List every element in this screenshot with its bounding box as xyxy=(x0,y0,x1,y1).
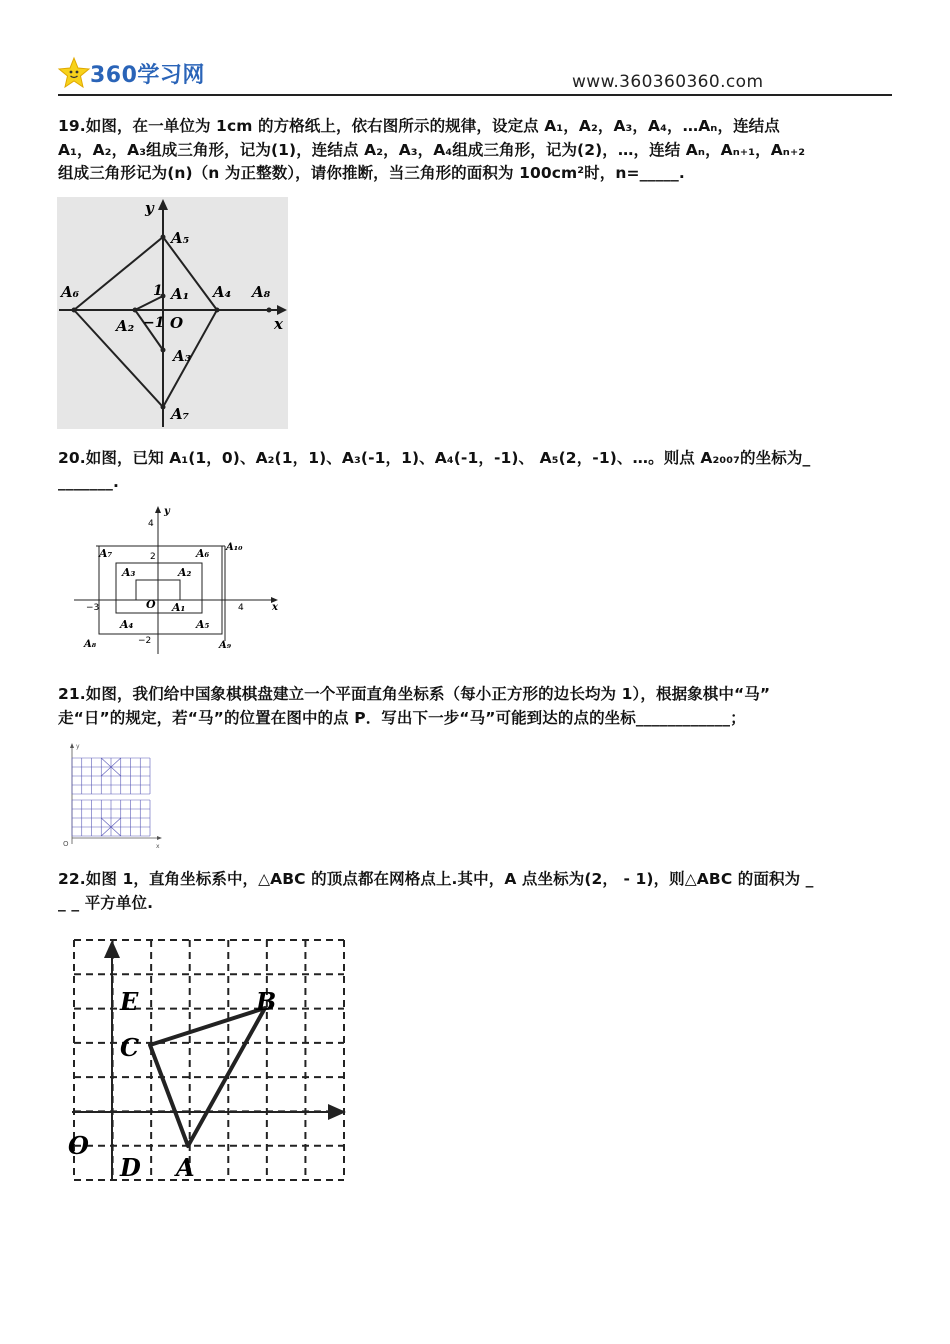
header-divider xyxy=(58,94,892,96)
star-icon xyxy=(57,56,91,90)
point-a4-label: A₄ xyxy=(120,618,134,631)
tick-yneg2-label: −2 xyxy=(138,636,152,646)
logo-text: 360学习网 xyxy=(90,63,205,88)
point-e-label: E xyxy=(120,987,139,1016)
point-d-label: D xyxy=(120,1153,141,1182)
point-b-label: B xyxy=(256,987,277,1016)
point-a-label: A xyxy=(176,1153,195,1182)
point-a4-label: A₄ xyxy=(213,283,232,301)
question-19-line-1: 19.如图，在一单位为 1cm 的方格纸上，依右图所示的规律，设定点 A₁，A₂，A₃，A₄，…Aₙ，连结点 xyxy=(58,117,780,135)
tick-x4-label: 4 xyxy=(238,603,244,613)
question-19-line-2: A₁，A₂，A₃组成三角形，记为(1)，连结点 A₂，A₃，A₄组成三角形，记为(2)，…，连结 Aₙ，Aₙ₊₁，Aₙ₊₂ xyxy=(58,140,806,159)
point-a5-label: A₅ xyxy=(196,618,210,631)
x-axis-label: x xyxy=(156,843,160,850)
site-url[interactable]: www.360360360.com xyxy=(572,72,764,92)
question-22-figure xyxy=(60,930,350,1186)
question-22 xyxy=(58,868,892,915)
question-20-line-2: _______. xyxy=(58,472,119,491)
point-a7-label: A₇ xyxy=(99,547,113,560)
origin-label: O xyxy=(146,598,156,611)
point-a6-label: A₆ xyxy=(61,283,80,301)
question-21-line-1: 21.如图，我们给中国象棋棋盘建立一个平面直角坐标系（每小正方形的边长均为 1），根据象棋中“马” xyxy=(58,685,771,703)
question-21 xyxy=(58,683,892,730)
point-a1-label: A₁ xyxy=(171,285,190,303)
origin-label: O xyxy=(68,1131,89,1160)
x-axis-label: x xyxy=(274,315,283,333)
point-a8-label: A₈ xyxy=(252,283,271,301)
point-a2-label: A₂ xyxy=(116,317,135,335)
point-a3-label: A₃ xyxy=(122,566,136,579)
point-a5-label: A₅ xyxy=(171,229,190,247)
question-19-line-3: 组成三角形记为(n)（n 为正整数），请你推断，当三角形的面积为 100cm²时，n=_____. xyxy=(58,164,685,182)
question-19 xyxy=(58,115,892,186)
point-a7-label: A₇ xyxy=(171,405,190,423)
y-axis-label: y xyxy=(76,743,80,750)
question-20 xyxy=(58,447,892,494)
y-axis-label: y xyxy=(145,199,154,217)
question-19-figure xyxy=(57,197,288,429)
origin-label: O xyxy=(63,840,69,848)
tick-y4-label: 4 xyxy=(148,519,154,529)
question-20-line-1: 20.如图，已知 A₁(1，0)、A₂(1，1)、A₃(-1，1)、A₄(-1，-1)、 A₅(2，-1)、…。则点 A₂₀₀₇的坐标为_ xyxy=(58,449,811,467)
question-21-figure xyxy=(60,740,164,850)
question-22-line-2: _ _ 平方单位. xyxy=(58,893,154,912)
point-a2-label: A₂ xyxy=(178,566,192,579)
y-axis-label: y xyxy=(164,506,170,517)
question-22-line-1: 22.如图 1，直角坐标系中，△ABC 的顶点都在网格点上.其中，A 点坐标为(2， - 1)，则△ABC 的面积为 _ xyxy=(58,870,814,888)
tick-neg-one-label: −1 xyxy=(143,315,165,331)
point-a6-label: A₆ xyxy=(196,547,210,560)
tick-xneg3-label: −3 xyxy=(86,603,100,613)
point-a9-label: A₉ xyxy=(219,640,232,651)
point-c-label: C xyxy=(120,1033,140,1062)
tick-one-label: 1 xyxy=(153,283,163,299)
x-axis-label: x xyxy=(272,602,278,613)
point-a10-label: A₁₀ xyxy=(226,542,243,553)
point-a8-label: A₈ xyxy=(84,639,97,650)
origin-label: O xyxy=(170,314,184,332)
tick-y2-label: 2 xyxy=(150,552,156,562)
site-logo[interactable] xyxy=(57,56,207,92)
point-a1-label: A₁ xyxy=(172,601,186,614)
point-a3-label: A₃ xyxy=(173,347,192,365)
question-20-figure xyxy=(72,504,282,656)
question-21-line-2: 走“日”的规定，若“马”的位置在图中的点 P．写出下一步“马”可能到达的点的坐标____________； xyxy=(58,708,746,727)
